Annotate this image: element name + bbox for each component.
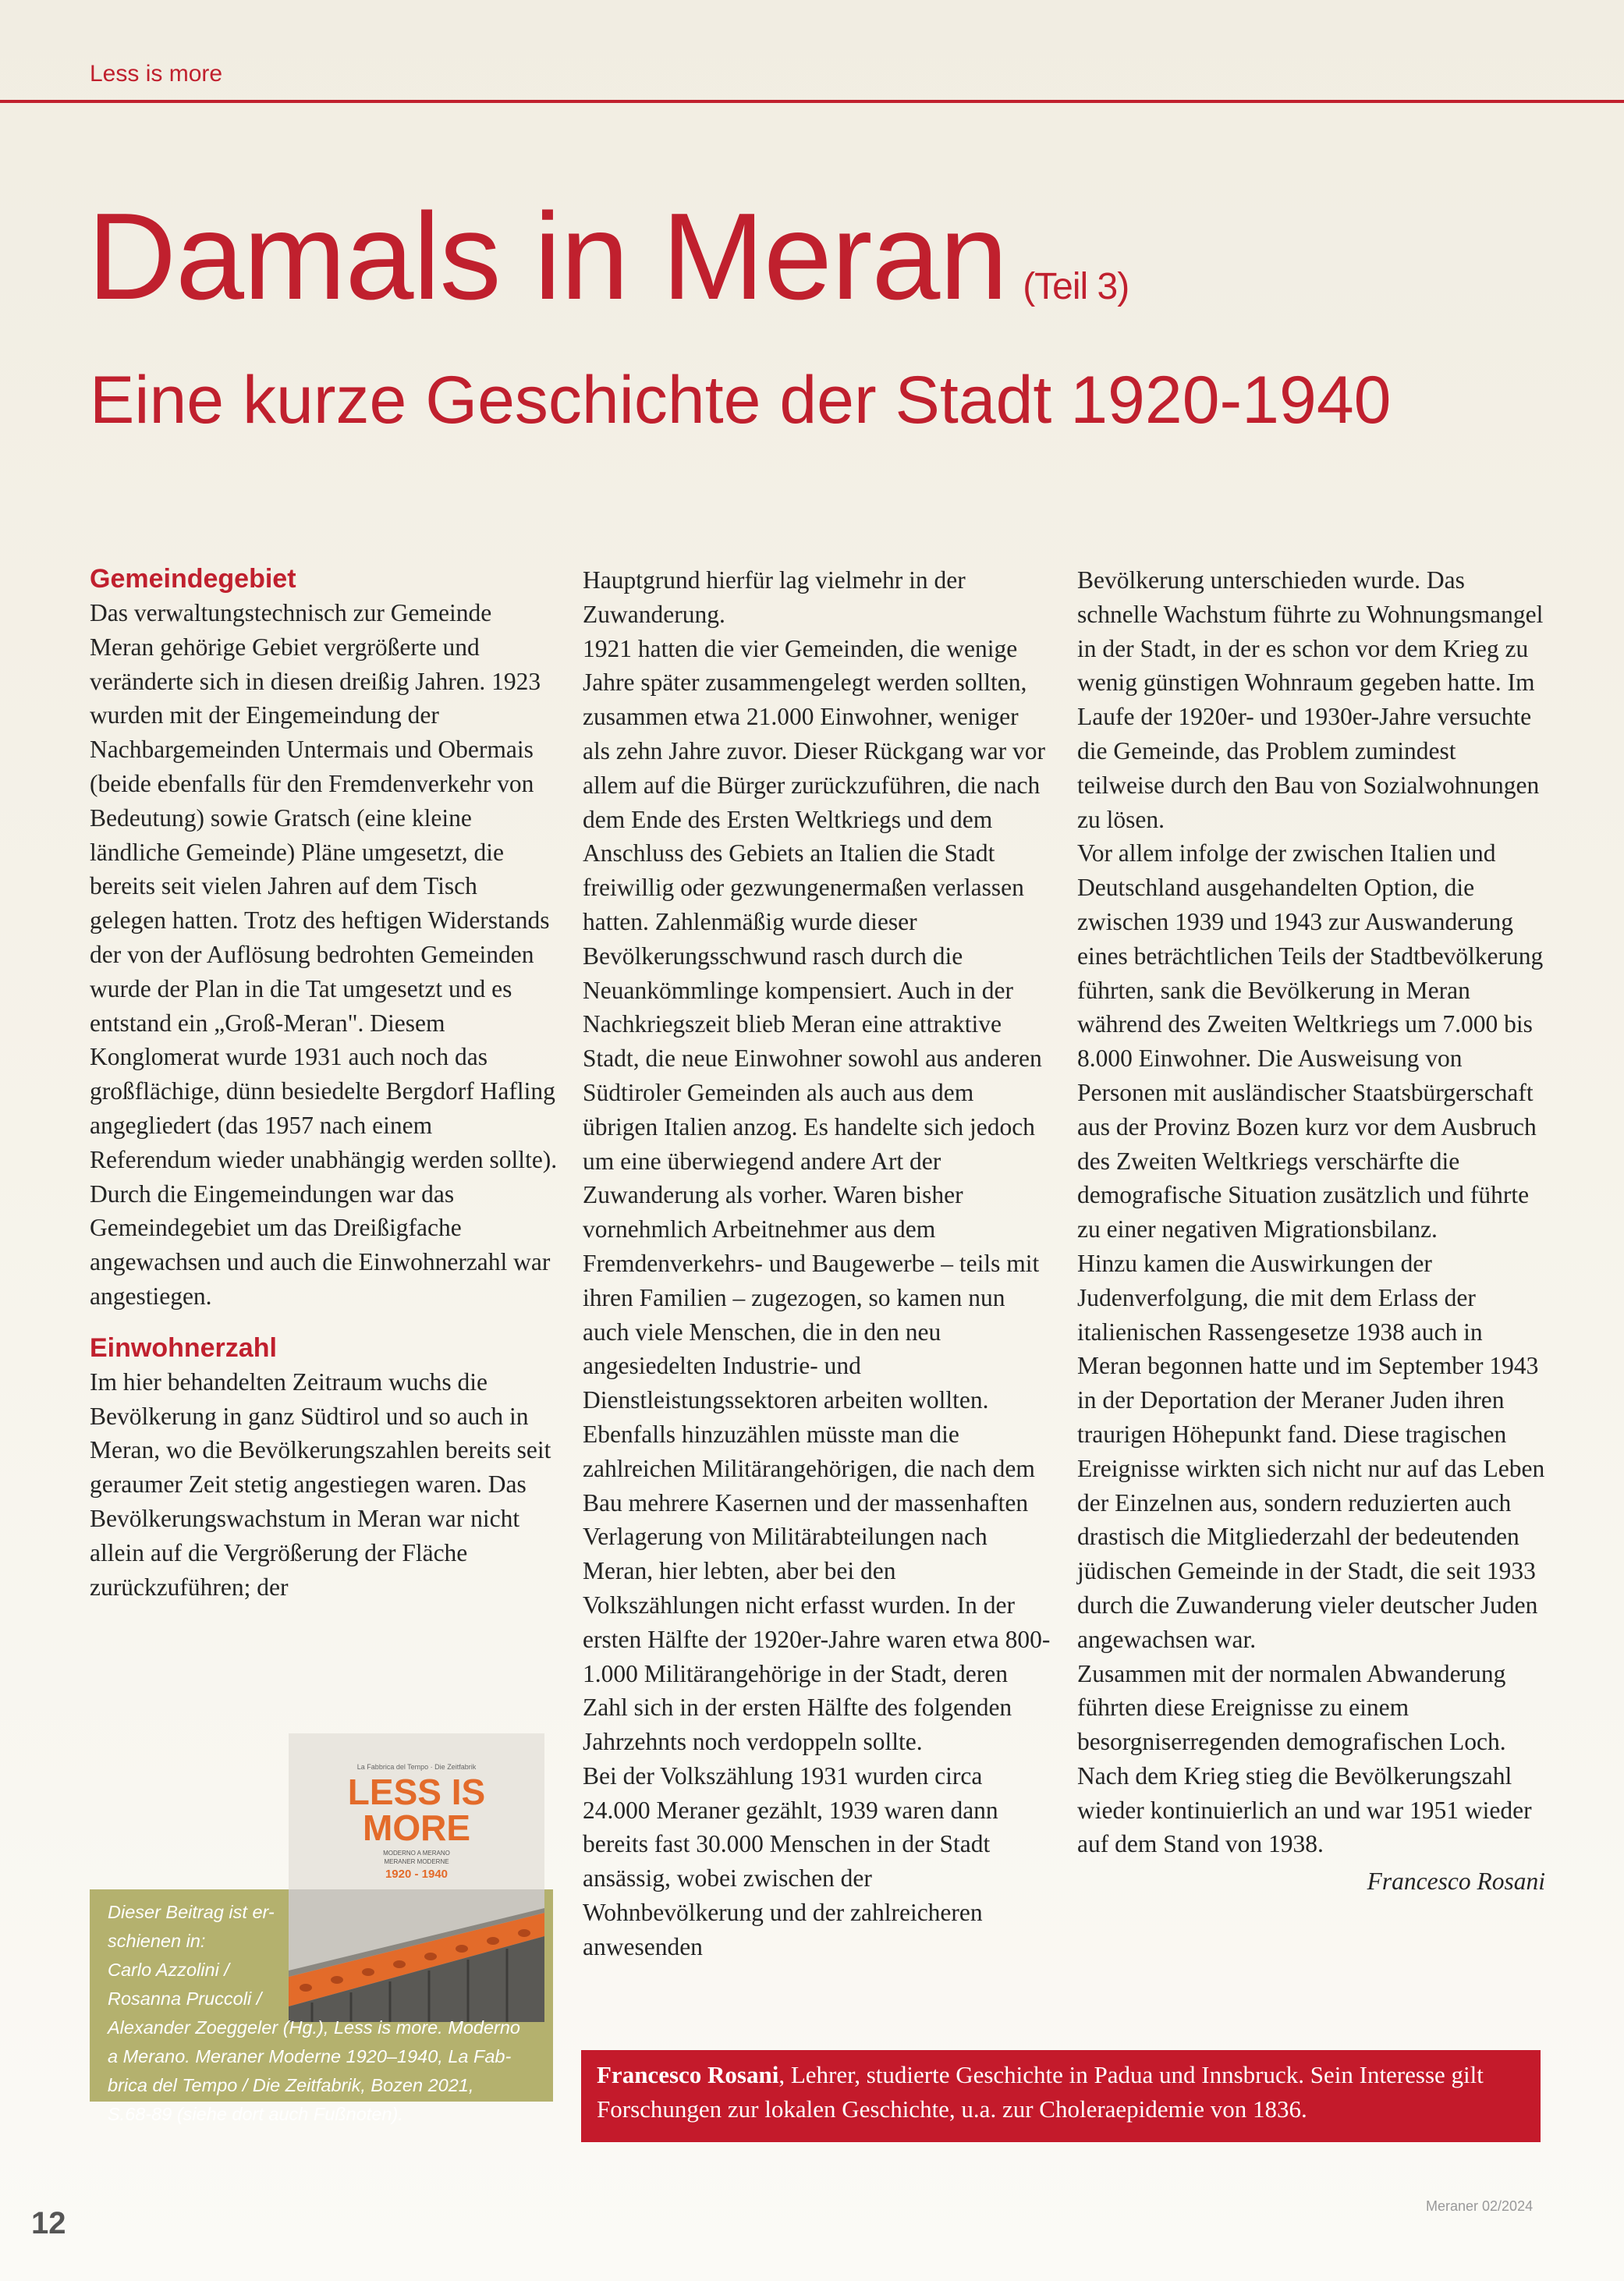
cover-subtitle-line-2: MERANER MODERNE <box>384 1858 449 1865</box>
caption-line: brica del Tempo / Die Zeitfabrik, Bozen 2021, <box>108 2075 474 2095</box>
caption-line: Dieser Beitrag ist er- <box>108 1902 275 1922</box>
article-subtitle: Eine kurze Geschichte der Stadt 1920-1940 <box>90 363 1392 438</box>
paragraph: Durch die Eingemeindungen war das Gemeindegebiet um das Dreißigfache angewachsen und auch die Einwohnerzahl war angestiegen. <box>90 1180 551 1310</box>
article-title-text: Damals in Meran <box>87 188 1008 325</box>
text-column-3 <box>1077 563 1545 1899</box>
paragraph: Hauptgrund hierfür lag vielmehr in der Zuwanderung. <box>583 566 966 628</box>
paragraph: Bevölkerung unterschieden wurde. Das schnelle Wachstum führte zu Wohnungsmangel in der Stadt, in der es schon vor dem Krieg zu wenig günstigen Wohnraum gegeben hatte. Im Laufe der 1920er- und 1930er-Jahre versuchte die Gemeinde, das Problem zumindest teilweise durch den Bau von Sozialwohnungen zu lösen. <box>1077 566 1544 833</box>
cover-title <box>289 1774 544 1846</box>
paragraph: 1921 hatten die vier Gemeinden, die wenige Jahre später zusammengelegt werden sollten, zusammen etwa 21.000 Einwohner, weniger als zehn Jahre zuvor. Dieser Rückgang war vor allem auf die Bürger zurückzuführen, die nach dem Ende des Ersten Weltkriegs und dem Anschluss des Gebiets an Italien die Stadt freiwillig oder gezwungenermaßen verlassen hatten. Zahlenmäßig wurde dieser Bevölkerungsschwund rasch durch die Neuankömmlinge kompensiert. Auch in der Nachkriegszeit blieb Meran eine attraktive Stadt, die neue Einwohner sowohl aus anderen Südtiroler Gemeinden als auch aus dem übrigen Italien anzog. Es handelte sich jedoch um eine überwiegend andere Art der Zuwanderung als vorher. Waren bisher vornehmlich Arbeitnehmer aus dem Fremdenverkehrs- und Baugewerbe – teils mit ihren Familien – zugezogen, so kamen nun auch viele Menschen, die in den neu angesiedelten Industrie- und Dienstleistungssektoren arbeiten wollten. <box>583 634 1046 1414</box>
caption-line: Carlo Azzolini / <box>108 1960 229 1980</box>
header-divider <box>0 100 1624 103</box>
paragraph: Zusammen mit der normalen Abwanderung führten diese Ereignisse zu einem besorgniserregenden demografischen Loch. Nach dem Krieg stieg die Bevölkerungszahl wieder kontinuierlich an und war 1951 wieder auf dem Stand von 1938. <box>1077 1659 1532 1858</box>
author-signature: Francesco Rosani <box>1367 1868 1545 1896</box>
cover-title-line-1: LESS IS <box>347 1772 486 1812</box>
paragraph: Ebenfalls hinzuzählen müsste man die zahlreichen Militärangehörigen, die nach dem Bau mehrere Kasernen und der massenhaften Verlagerung von Militärabteilungen nach Meran, hier lebten, aber bei den Volkszählungen nicht erfasst wurden. In der ersten Hälfte der 1920er-Jahre waren etwa 800-1.000 Militärangehörige in der Stadt, deren Zahl sich in der ersten Hälfte des folgenden Jahrzehnts noch verdoppeln sollte. <box>583 1420 1051 1756</box>
paragraph: Vor allem infolge der zwischen Italien und Deutschland ausgehandelten Option, die zwischen 1939 und 1943 zur Auswanderung eines beträchtlichen Teils der Stadtbevölkerung führten, sank die Bevölkerung in Meran während des Zweiten Weltkriegs um 7.000 bis 8.000 Einwohner. Die Ausweisung von Personen mit ausländischer Staatsbürgerschaft aus der Provinz Bozen kurz vor dem Ausbruch des Zweiten Weltkriegs verschärfte die demografische Situation zusätzlich und führte zu einer negativen Migrationsbilanz. <box>1077 839 1544 1243</box>
cover-years: 1920 - 1940 <box>385 1868 449 1881</box>
cover-title-line-2: MORE <box>363 1807 470 1848</box>
caption-line: Alexander Zoeggeler (Hg.), Less is more. Moderno <box>108 2017 520 2038</box>
magazine-issue: Meraner 02/2024 <box>1426 2198 1534 2214</box>
cover-subtitle-line-1: MODERNO A MERANO <box>383 1850 450 1857</box>
caption-line: Rosanna Pruccoli / <box>108 1988 262 2009</box>
caption-text <box>108 1898 544 2129</box>
cover-publisher: La Fabbrica del Tempo · Die Zeitfabrik <box>356 1763 477 1771</box>
author-bio-name: Francesco Rosani <box>597 2061 779 2088</box>
text-column-1 <box>90 562 558 1604</box>
paragraph: Im hier behandelten Zeitraum wuchs die Bevölkerung in ganz Südtirol und so auch in Meran, wo die Bevölkerungszahlen bereits seit geraumer Zeit stetig angestiegen waren. Das Bevölkerungswachstum in Meran war nicht allein auf die Vergrößerung der Fläche zurückzuführen; der <box>90 1368 551 1601</box>
paragraph: Das verwaltungstechnisch zur Gemeinde Meran gehörige Gebiet vergrößerte und veränderte sich in diesen dreißig Jahren. 1923 wurden mit der Eingemeindung der Nachbargemeinden Untermais und Obermais (beide ebenfalls für den Fremdenverkehr von Bedeutung) sowie Gratsch (eine kleine ländliche Gemeinde) Pläne umgesetzt, die bereits seit vielen Jahren auf dem Tisch gelegen hatten. Trotz des heftigen Widerstands der von der Auflösung bedrohten Gemeinden wurde der Plan in die Tat umgesetzt und es entstand ein „Groß-Meran". Diesem Konglomerat wurde 1931 auch noch das großflächige, dünn besiedelte Bergdorf Hafling angegliedert (das 1957 nach einem Referendum wieder unabhängig werden sollte). <box>90 599 558 1173</box>
paragraph: Bei der Volkszählung 1931 wurden circa 24.000 Meraner gezählt, 1939 waren dann bereits fast 30.000 Menschen in der Stadt ansässig, wobei zwischen der Wohnbevölkerung und der zahlreicheren anwesenden <box>583 1761 998 1960</box>
author-bio-text <box>597 2058 1529 2127</box>
caption-line: a Merano. Meraner Moderne 1920–1940, La Fab- <box>108 2046 512 2066</box>
text-column-2 <box>583 563 1051 1964</box>
page-number: 12 <box>31 2206 66 2240</box>
section-heading-einwohnerzahl: Einwohnerzahl <box>90 1332 277 1363</box>
article-title-part: (Teil 3) <box>1023 266 1129 307</box>
cover-subtitle <box>289 1849 544 1866</box>
caption-line: S.68-89 (siehe dort auch Fußnoten). <box>108 2104 403 2124</box>
section-heading-gemeindegebiet: Gemeindegebiet <box>90 564 296 594</box>
article-title <box>87 188 1129 325</box>
author-bio-description: , Lehrer, studierte Geschichte in Padua und Innsbruck. Sein Interesse gilt Forschungen zur lokalen Geschichte, u.a. zur Choleraepidemie von 1836. <box>597 2061 1484 2123</box>
section-label: Less is more <box>90 61 223 87</box>
paragraph: Hinzu kamen die Auswirkungen der Judenverfolgung, die mit dem Erlass der italienischen Rassengesetze 1938 auch in Meran begonnen hatte und im September 1943 in der Deportation der Meraner Juden ihren traurigen Höhepunkt fand. Diese tragischen Ereignisse wirkten sich nicht nur auf das Leben der Einzelnen aus, sondern reduzierten auch drastisch die Mitgliederzahl der bedeutenden jüdischen Gemeinde in der Stadt, die seit 1933 durch die Zuwanderung vieler deutscher Juden angewachsen war. <box>1077 1249 1545 1653</box>
caption-line: schienen in: <box>108 1931 206 1951</box>
